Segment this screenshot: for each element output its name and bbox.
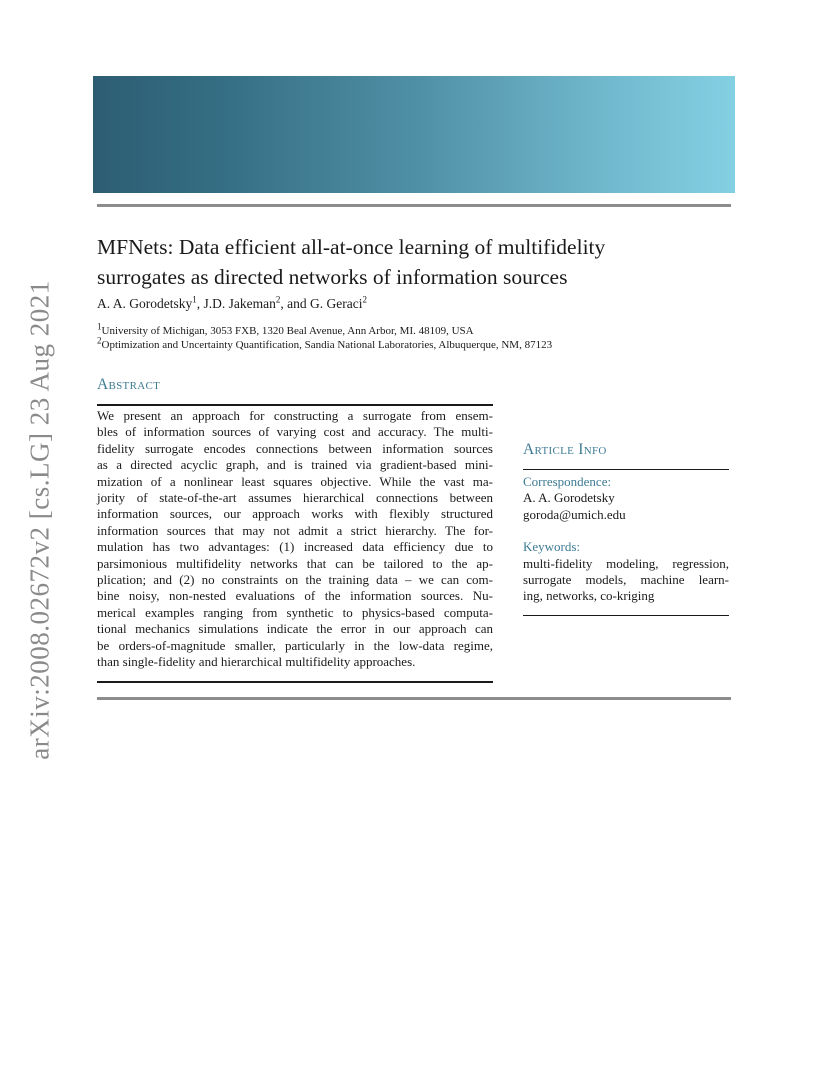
author-name: J.D. Jakeman — [203, 296, 276, 311]
keywords-line: surrogate models, machine learn- — [523, 572, 729, 588]
author-name: A. A. Gorodetsky — [97, 296, 193, 311]
abstract-line: fidelity surrogate encodes connections between information sources — [97, 440, 493, 456]
abstract-line: information sources, our approach works with flexibly structured — [97, 506, 493, 522]
paper-title — [97, 232, 737, 292]
abstract-line: tional mechanics simulations indicate the error in our approach can — [97, 621, 493, 637]
author-name: G. Geraci — [309, 296, 363, 311]
article-info-heading: Article Info — [523, 441, 607, 458]
keywords-label: Keywords: — [523, 539, 581, 555]
top-rule — [97, 204, 731, 207]
abstract-line: We present an approach for constructing a surrogate from ensem- — [97, 408, 493, 423]
author-separator: , and — [280, 296, 310, 311]
abstract-line: bles of information sources of varying cost and accuracy. The multi- — [97, 424, 493, 440]
correspondence-email[interactable]: goroda@umich.edu — [523, 506, 626, 522]
correspondence-label: Correspondence: — [523, 474, 612, 489]
keywords-line: multi-fidelity modeling, regression, — [523, 555, 729, 571]
abstract-line: as a directed acyclic graph, and is trained via gradient-based mini- — [97, 457, 493, 473]
abstract-line: be orders-of-magnitude smaller, particularly in the low-data regime, — [97, 637, 493, 653]
correspondence-name: A. A. Gorodetsky — [523, 490, 615, 506]
keywords-line: ing, networks, co-kriging — [523, 588, 655, 604]
title-line-2: surrogates as directed networks of information sources — [97, 265, 568, 289]
abstract-body — [97, 404, 493, 683]
author-affiliation-mark: 1 — [192, 294, 197, 305]
bottom-rule — [97, 697, 731, 700]
affiliation-1 — [97, 321, 474, 337]
article-info-box — [523, 469, 729, 616]
abstract-line: bine noisy, non-nested evaluations of the information sources. Nu- — [97, 588, 493, 604]
author-affiliation-mark: 2 — [362, 294, 367, 305]
abstract-line: jority of state-of-the-art assumes hierarchical connections between — [97, 490, 493, 506]
header-banner — [93, 76, 735, 193]
author-affiliation-mark: 2 — [275, 294, 281, 305]
affiliation-mark: 1 — [97, 321, 102, 332]
spacer — [523, 523, 729, 539]
affiliation-2 — [97, 335, 553, 351]
affiliation-text: University of Michigan, 3053 FXB, 1320 Beal Avenue, Ann Arbor, MI. 48109, USA — [101, 325, 474, 337]
abstract-heading: Abstract — [97, 376, 161, 393]
abstract-line: mulation has two advantages: (1) increased data efficiency due to — [97, 539, 493, 555]
author-list — [97, 296, 367, 312]
abstract-line: mization of a nonlinear least squares objective. While the vast ma- — [97, 473, 493, 489]
arxiv-identifier[interactable]: arXiv:2008.02672v2 [cs.LG] 23 Aug 2021 — [24, 280, 55, 760]
abstract-line: plication; and (2) no constraints on the training data – we can com- — [97, 572, 493, 588]
abstract-line: than single-fidelity and hierarchical multifidelity approaches. — [97, 654, 416, 670]
abstract-line: information sources that may not admit a strict hierarchy. The for- — [97, 522, 493, 538]
affiliation-mark: 2 — [97, 335, 102, 346]
author-separator: , — [196, 296, 204, 311]
affiliation-text: Optimization and Uncertainty Quantification, Sandia National Laboratories, Albuquerque, NM, 87123 — [101, 339, 553, 351]
abstract-line: parsimonious multifidelity networks that can be tailored to the ap- — [97, 555, 493, 571]
abstract-line: merical examples ranging from synthetic to physics-based computa- — [97, 604, 493, 620]
title-line-1: MFNets: Data efficient all-at-once learning of multifidelity — [97, 235, 606, 259]
